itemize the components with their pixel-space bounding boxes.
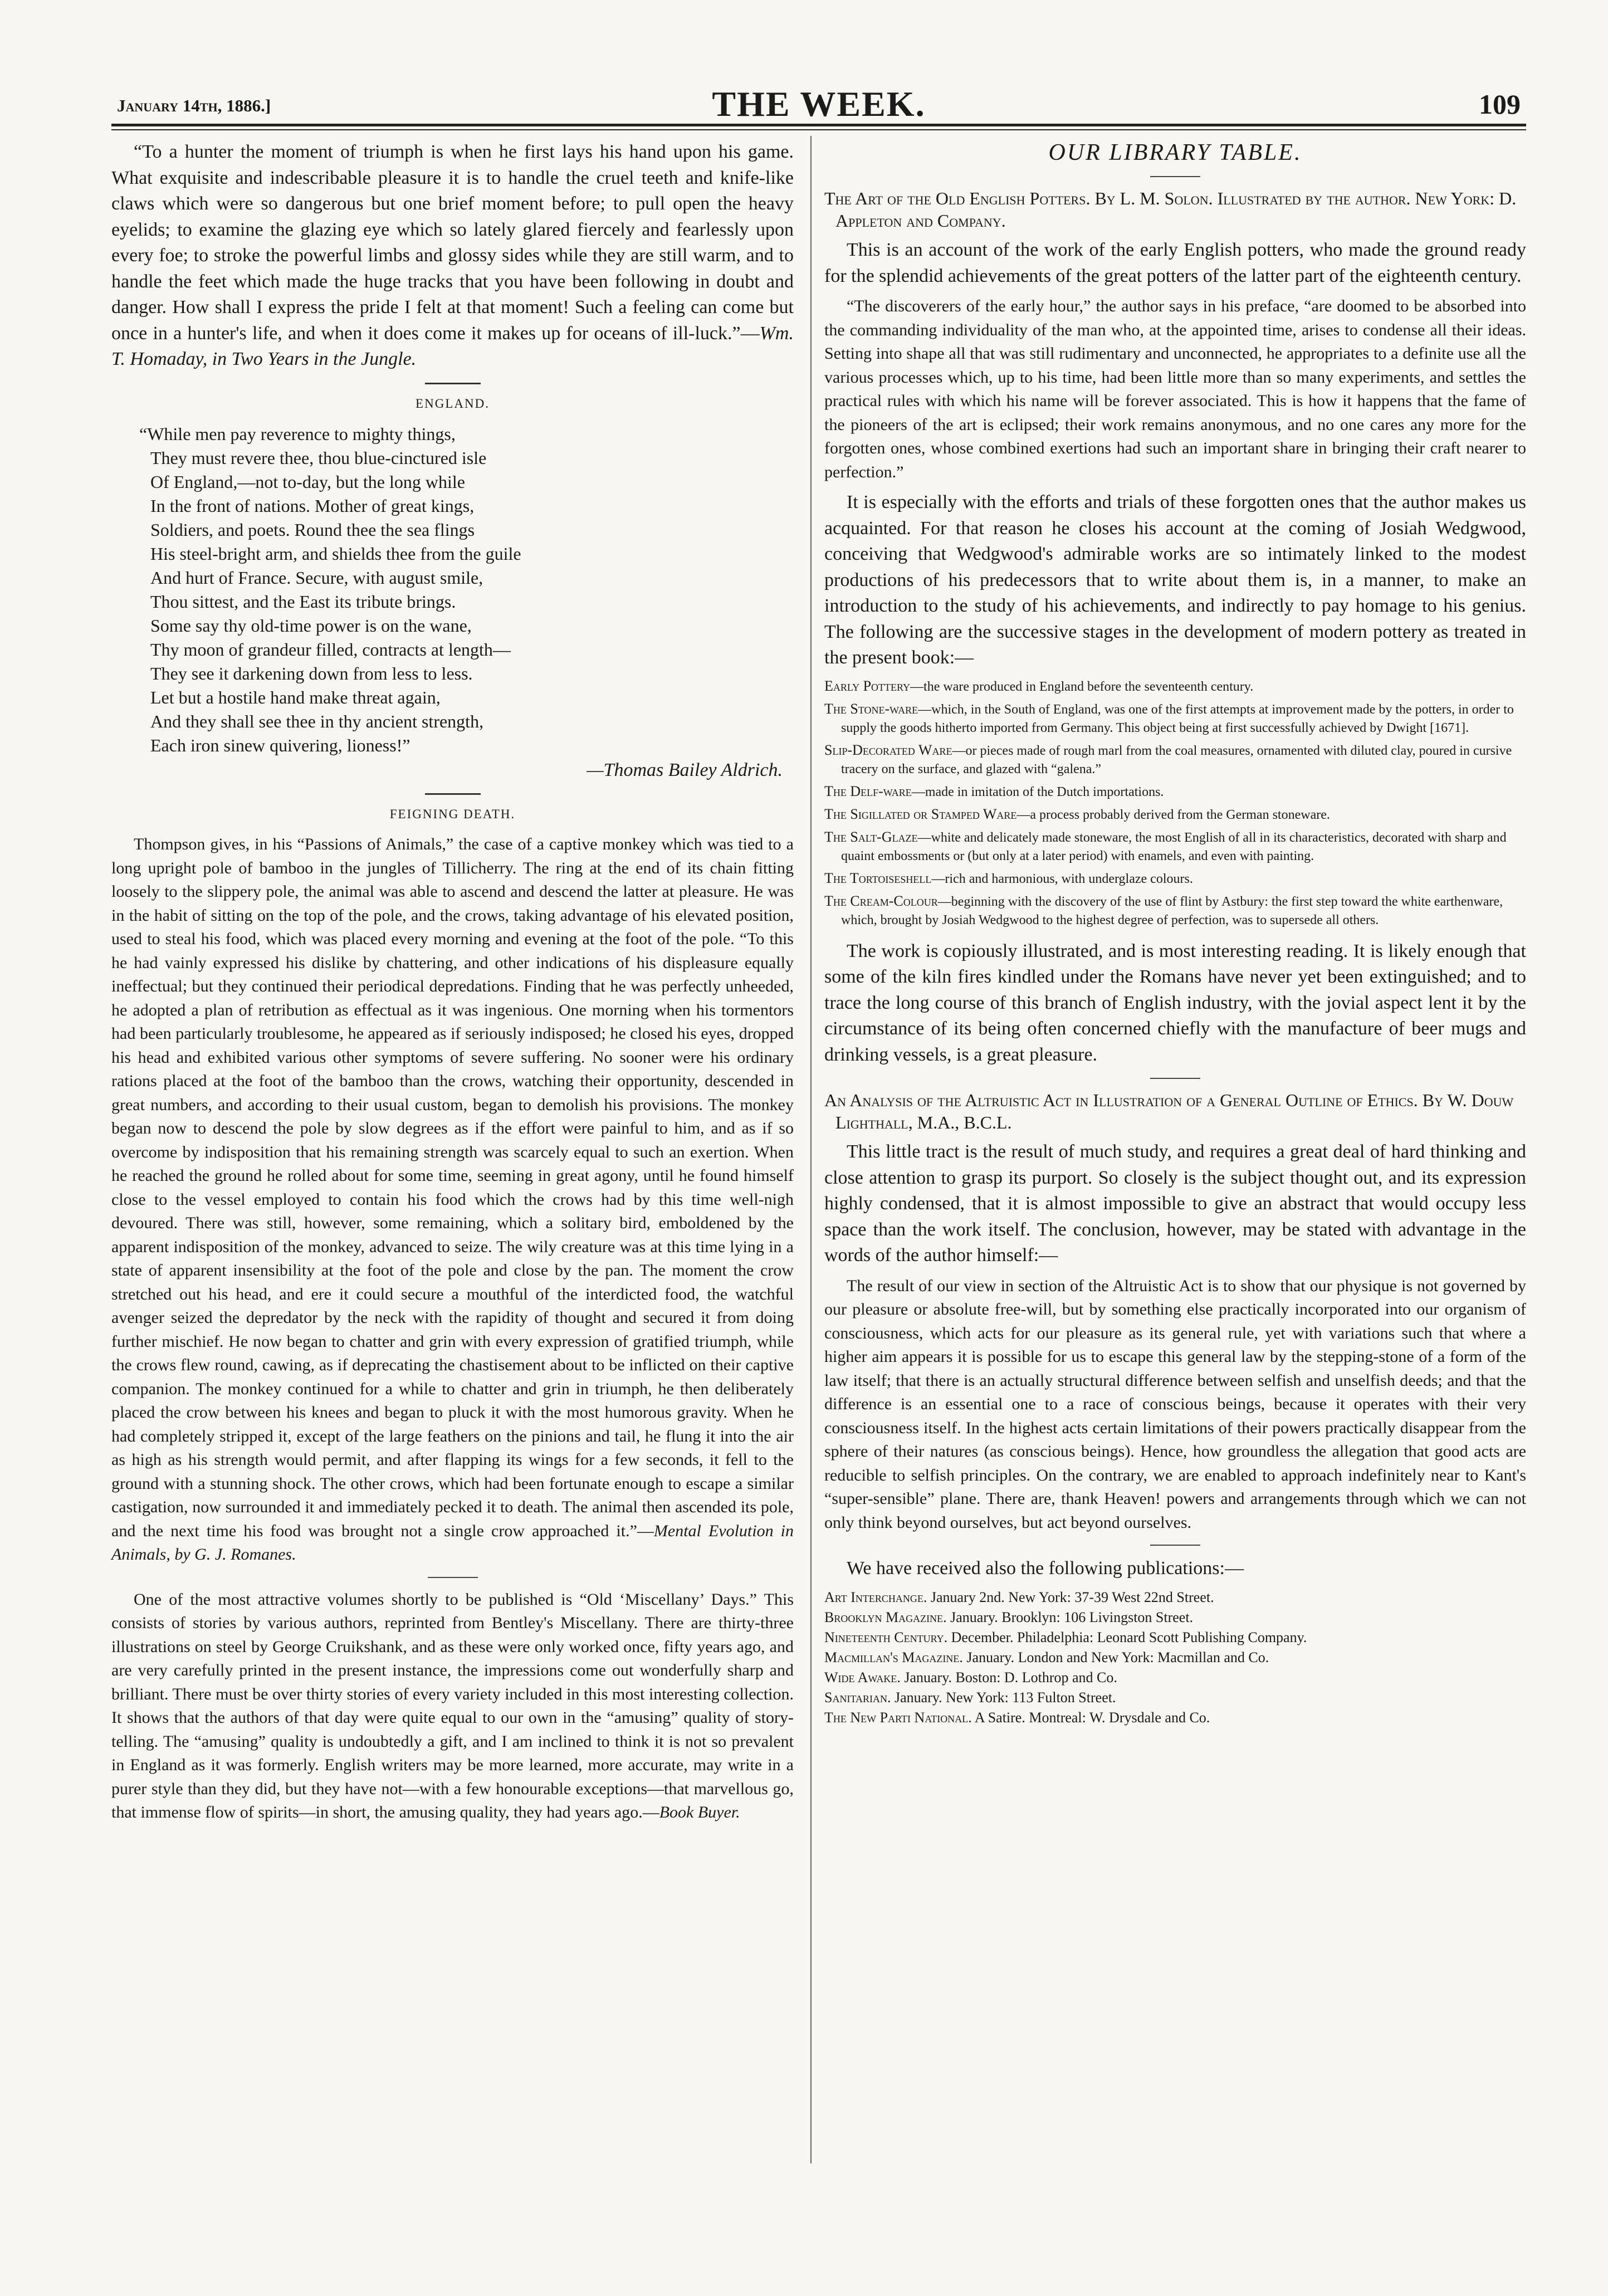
right-column	[824, 139, 1526, 1728]
received-intro: We have received also the following publications:—	[847, 1558, 1244, 1579]
masthead-title: THE WEEK.	[712, 84, 926, 124]
poem-line: In the front of nations. Mother of great kings,	[150, 495, 475, 516]
feigning-text: Thompson gives, in his “Passions of Animals,” the case of a captive monkey which was tied to a long upright pole of bamboo in the jungles of Tillicherry. The ring at the end of its chain fitting loosely to the slippery pole, the animal was able to ascend and descend the latter at pleasure. He was in the habit of sitting on the top of the pole, and the crows, taking advantage of his elevated position, used to steal his food, which was placed every morning and evening at the foot of the pole. “To this he had vainly expressed his dislike by chattering, and other indications of his displeasure equally ineffectual; but they continued their periodical depredations. Finding that he was perfectly unheeded, he adopted a plan of retribution as effectual as it was ingenious. One morning when his tormentors had been particularly troublesome, he appeared as if seriously indisposed; he closed his eyes, dropped his head and exhibited various other symptoms of severe suffering. No sooner were his ordinary rations placed at the foot of the bamboo than the crows, watching their opportunity, descended in great numbers, and according to their usual custom, began to demolish his provisions. The monkey began now to descend the pole by slow degrees as if the effort were painful to him, and as if so overcome by indisposition that his remaining strength was scarcely equal to such an exertion. When he reached the ground he rolled about for some time, seeming in great agony, until he found himself close to the vessel employed to contain his food which the crows had by this time well-nigh devoured. There was still, however, some remaining, which a solitary bird, emboldened by the apparent indisposition of the monkey, advanced to seize. The wily creature was at this time lying in a state of apparent insensibility at the foot of the pole and close by the pan. The moment the crow stretched out his head, and ere it could secure a mouthful of the interdicted food, the watchful avenger seized the depredator by the neck with the rapidity of thought and secured it from doing further mischief. He now began to chatter and grin with every expression of gratified triumph, while the crows flew round, cawing, as if deprecating the chastisement about to be inflicted on their captive companion. The monkey continued for a while to chatter and grin in triumph, he then deliberately placed the crow between his knees and began to pluck it with the most humorous gravity. When he had completely stripped it, except of the large feathers on the pinions and tail, he flung it into the air as high as his strength would permit, and after flapping its wings for a few seconds, it fell to the ground with a stunning shock. The other crows, which had been fortunate enough to escape a similar castigation, now surrounded it and immediately pecked it to death. The animal then ascended its pole, and the next time his food was brought not a single crow approached it.”—	[111, 835, 794, 1540]
hunter-quote-attribution: Wm. T. Homaday, in Two Years in the Jungle.	[111, 323, 794, 369]
poem-line: Let but a hostile hand make threat again,	[150, 687, 441, 707]
column-divider	[810, 136, 812, 2163]
list-item: Nineteenth Century. December. Philadelphia: Leonard Scott Publishing Company.	[824, 1629, 1307, 1645]
poem-line: And they shall see thee in thy ancient strength,	[150, 711, 484, 731]
header-rule	[111, 124, 1526, 126]
section-divider	[425, 793, 481, 795]
poem-line: “While men pay reverence to mighty things,	[139, 423, 456, 444]
poem-attribution: —Thomas Bailey Aldrich.	[586, 759, 783, 780]
book-heading-altruistic: An Analysis of the Altruistic Act in Illustration of a General Outline of Ethics. By W. Douw Lighthall, M.A., B.C.L.	[824, 1090, 1514, 1132]
miscellany-paragraph	[111, 1588, 794, 1825]
author-quote: The result of our view in section of the Altruistic Act is to show that our physique is not governed by our pleasure or absolute free-will, but by something else practically incorporated into our organism of consciousness, which acts for our pleasure as its general rule, yet with variations such that where a higher aim appears it is possible for us to escape this general law by the stepping-stone of a form of the law itself; that there is an actually structural difference between selfish and unselfish deeds; and that the difference is an essential one to a race of conscious beings, because it operates with their very consciousness itself. In the highest acts certain limitations of their powers practically disappear from the sphere of their natures (as conscious beings). Hence, how groundless the allegation that good acts are reducible to selfish principles. On the contrary, we are enabled to approach indefinitely near to Kant's “super-sensible” plane. There are, thank Heaven! powers and arrangements through which we can not only think beyond ourselves, but act beyond ourselves.	[824, 1276, 1526, 1532]
section-divider	[1150, 1545, 1200, 1546]
poem-line: Of England,—not to-day, but the long while	[150, 471, 465, 492]
list-item: Slip-Decorated Ware—or pieces made of rough marl from the coal measures, ornamented with diluted clay, poured in cursive tracery on the surface, and glazed with “galena.”	[824, 741, 1512, 776]
miscellany-attribution: Book Buyer.	[659, 1803, 740, 1821]
england-poem	[139, 422, 794, 758]
hunter-quote	[111, 139, 794, 373]
poem-line: Each iron sinew quivering, lioness!”	[150, 735, 410, 755]
library-table-title: OUR LIBRARY TABLE.	[1048, 140, 1302, 165]
list-item: The Sigillated or Stamped Ware—a process probably derived from the German stoneware.	[824, 805, 1330, 822]
page-number: 109	[1479, 89, 1521, 120]
list-item: The Tortoiseshell—rich and harmonious, with underglaze colours.	[824, 869, 1193, 886]
review-paragraph: This is an account of the work of the early English potters, who made the ground ready for the splendid achievements of the great potters of the latter part of the eighteenth century.	[824, 240, 1526, 286]
list-item: The Cream-Colour—beginning with the discovery of the use of flint by Astbury: the first step toward the white earthenware, which, brought by Josiah Wedgwood to the highest degree of perfection, was to supersede all others.	[824, 892, 1503, 927]
feigning-title: FEIGNING DEATH.	[389, 807, 516, 821]
list-item: Early Pottery—the ware produced in England before the seventeenth century.	[824, 677, 1254, 694]
page-header	[111, 84, 1526, 128]
poem-line: They see it darkening down from less to less.	[150, 663, 473, 683]
preface-quote: “The discoverers of the early hour,” the author says in his preface, “are doomed to be absorbed into the commanding individuality of the man who, at the appointed time, arises to condense all their ideas. Setting into shape all that was still rudimentary and unconnected, he appropriates to a definite use all the various processes which, up to his time, had been little more than so many experiments, and settles the practical rules with which his name will be forever associated. This is how it happens that the fame of the pioneers of the art is eclipsed; their work remains anonymous, and no one cares any more for the forgotten ones, whose combined exertions had such an important share in bringing their craft nearer to perfection.”	[824, 297, 1526, 481]
england-title: ENGLAND.	[416, 396, 490, 411]
pottery-stages-list	[824, 677, 1526, 930]
header-rule-thin	[111, 129, 1526, 130]
list-item: The New Parti National. A Satire. Montreal: W. Drysdale and Co.	[824, 1709, 1210, 1726]
poem-line: They must revere thee, thou blue-cinctured isle	[150, 447, 487, 468]
review-paragraph: This little tract is the result of much study, and requires a great deal of hard thinking and close attention to grasp its purport. So closely is the subject thought out, and its expression highly condensed, that it is almost impossible to give an abstract that would occupy less space than the work itself. The conclusion, however, may be stated with advantage in the words of the author himself:—	[824, 1141, 1526, 1266]
review-paragraph: The work is copiously illustrated, and is most interesting reading. It is likely enough that some of the kiln fires kindled under the Romans have never yet been extinguished; and to trace the long course of this branch of English industry, with the jovial aspect lent it by the circumstance of its being often concerned chiefly with the manufacture of beer mugs and drinking vessels, is a great pleasure.	[824, 940, 1526, 1065]
poem-line: Thou sittest, and the East its tribute brings.	[150, 591, 456, 612]
list-item: Art Interchange. January 2nd. New York: 37-39 West 22nd Street.	[824, 1589, 1214, 1605]
list-item: Brooklyn Magazine. January. Brooklyn: 106 Livingston Street.	[824, 1609, 1194, 1625]
feigning-attribution: Mental Evolution in Animals, by G. J. Romanes.	[111, 1521, 794, 1564]
section-divider	[425, 383, 481, 384]
feigning-body	[111, 833, 794, 1567]
list-item: The Stone-ware—which, in the South of England, was one of the first attempts at improvement made by the potters, in order to supply the goods hitherto imported from Germany. This object being at first successfully achieved by Dwight [1671].	[824, 700, 1514, 735]
list-item: Macmillan's Magazine. January. London and New York: Macmillan and Co.	[824, 1649, 1269, 1665]
review-paragraph: It is especially with the efforts and trials of these forgotten ones that the author makes us acquainted. For that reason he closes his account at the coming of Josiah Wedgwood, conceiving that Wedgwood's admirable works are so intimately linked to the modest productions of his predecessors that to write about them is, in a manner, to make an introduction to the study of his achievements, and indirectly to pay homage to his genius. The following are the successive stages in the development of modern pottery as treated in the present book:—	[824, 492, 1526, 668]
received-publications-list	[824, 1587, 1526, 1728]
list-item: The Delf-ware—made in imitation of the Dutch importations.	[824, 783, 1164, 799]
poem-line: Soldiers, and poets. Round thee the sea flings	[150, 519, 475, 540]
list-item: Wide Awake. January. Boston: D. Lothrop and Co.	[824, 1669, 1117, 1686]
poem-line: And hurt of France. Secure, with august smile,	[150, 567, 483, 588]
poem-line: Thy moon of grandeur filled, contracts at length—	[150, 639, 511, 660]
section-divider	[428, 1577, 478, 1578]
section-divider	[1150, 1078, 1200, 1079]
miscellany-text: One of the most attractive volumes shortly to be published is “Old ‘Miscellany’ Days.” This consists of stories by various authors, reprinted from Bentley's Miscellany. There are thirty-three illustrations on steel by George Cruikshank, and as these were only worked once, fifty years ago, and are very carefully printed in the present instance, the impressions come out wonderfully sharp and brilliant. There must be over thirty stories of every variety included in this most interesting collection. It shows that the authors of that day were quite equal to our own in the “amusing” quality of story-telling. The “amusing” quality is undoubtedly a gift, and I am inclined to think it is not so prevalent in England as it was formerly. English writers may be more learned, more accurate, may write in a purer style than they did, but they have not—with a few honourable exceptions—that marvellous go, that immense flow of spirits—in short, the amusing quality, they had years ago.—	[111, 1590, 794, 1821]
poem-line: Some say thy old-time power is on the wane,	[150, 615, 472, 636]
issue-date: January 14th, 1886.]	[117, 96, 271, 115]
hunter-quote-text: “To a hunter the moment of triumph is when he first lays his hand upon his game. What exquisite and indescribable pleasure it is to handle the cruel teeth and knife-like claws which were so dangerous but one brief moment before; to pull open the heavy eyelids; to examine the glazing eye which so lately glared fiercely and fearlessly upon every foe; to stroke the powerful limbs and glossy sides while they are still warm, and to handle the feet which made the huge tracks that you have been following in doubt and danger. How shall I express the pride I felt at that moment! Such a feeling can come but once in a hunter's life, and when it does come it makes up for oceans of ill-luck.”—	[111, 141, 794, 344]
list-item: Sanitarian. January. New York: 113 Fulton Street.	[824, 1689, 1116, 1706]
book-heading-potters: The Art of the Old English Potters. By L. M. Solon. Illustrated by the author. New York: D. Appleton and Company.	[824, 188, 1517, 231]
poem-line: His steel-bright arm, and shields thee from the guile	[150, 543, 521, 564]
list-item: The Salt-Glaze—white and delicately made stoneware, the most English of all in its characteristics, decorated with sharp and quaint embossments or (but only at a later period) with enamels, and even with painting.	[824, 828, 1507, 863]
section-divider	[1150, 176, 1200, 177]
left-column	[111, 139, 794, 1825]
